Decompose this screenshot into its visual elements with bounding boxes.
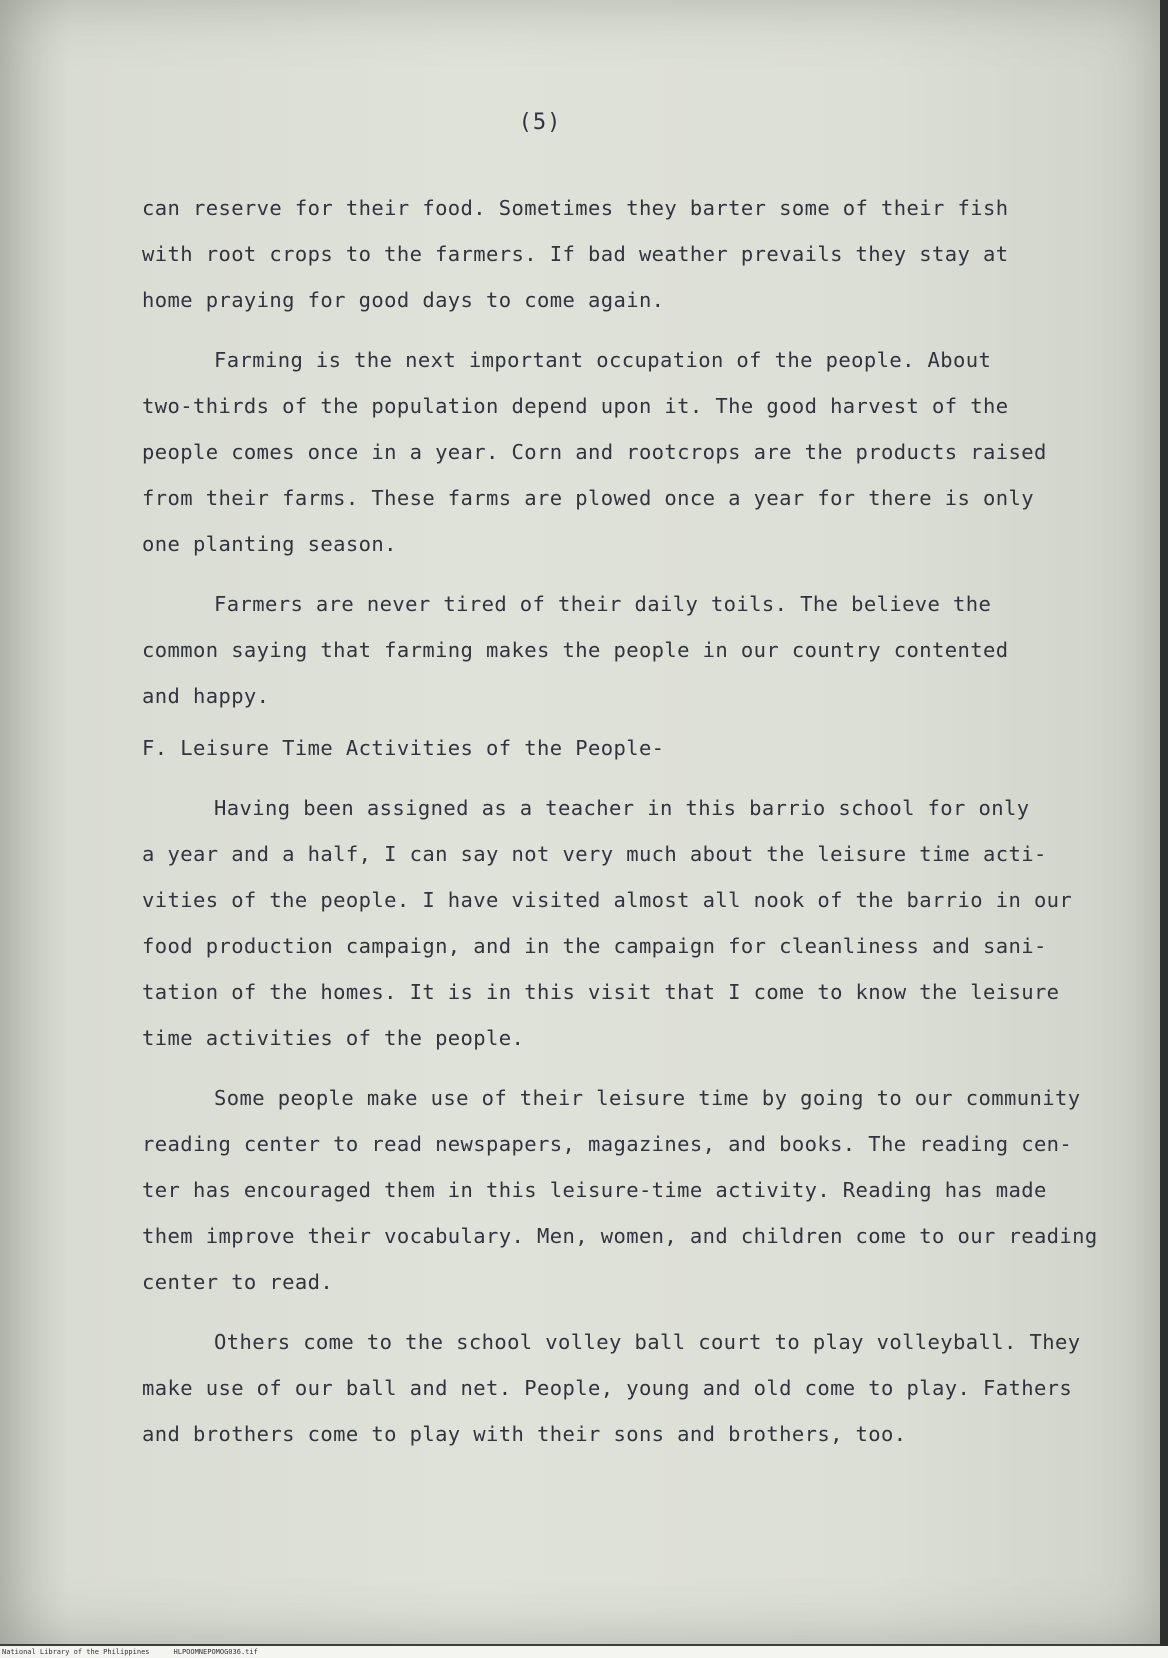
paragraph-5 <box>142 1075 1122 1305</box>
text-line: people comes once in a year. Corn and rootcrops are the products raised <box>142 440 1047 464</box>
text-line: vities of the people. I have visited almost all nook of the barrio in our <box>142 888 1073 912</box>
text-line: make use of our ball and net. People, young and old come to play. Fathers <box>142 1376 1073 1400</box>
text-line: from their farms. These farms are plowed once a year for there is only <box>142 486 1034 510</box>
text-line: center to read. <box>142 1270 334 1294</box>
text-line: tation of the homes. It is in this visit that I come to know the leisure <box>142 980 1060 1004</box>
text-line: can reserve for their food. Sometimes they barter some of their fish <box>142 196 1009 220</box>
text-line: food production campaign, and in the campaign for cleanliness and sani- <box>142 934 1047 958</box>
text-line: them improve their vocabulary. Men, women, and children come to our reading <box>142 1224 1098 1248</box>
text-line: Having been assigned as a teacher in this barrio school for only <box>214 796 1030 820</box>
paragraph-4 <box>142 785 1122 1061</box>
text-line: reading center to read newspapers, magazines, and books. The reading cen- <box>142 1132 1073 1156</box>
text-line: common saying that farming makes the people in our country contented <box>142 638 1009 662</box>
text-line: two-thirds of the population depend upon it. The good harvest of the <box>142 394 1009 418</box>
paragraph-2 <box>142 337 1122 567</box>
text-line: Farming is the next important occupation of the people. About <box>214 348 992 372</box>
page-number: (5) <box>518 110 562 135</box>
text-line: and happy. <box>142 684 270 708</box>
text-line: one planting season. <box>142 532 397 556</box>
text-line: Others come to the school volley ball court to play volleyball. They <box>214 1330 1081 1354</box>
text-line: Farmers are never tired of their daily toils. The believe the <box>214 592 992 616</box>
paragraph-3 <box>142 581 1122 719</box>
text-line: Some people make use of their leisure time by going to our community <box>214 1086 1081 1110</box>
document-body <box>142 185 1122 1457</box>
footer-library: National Library of the Philippines <box>2 1648 150 1656</box>
paragraph-1 <box>142 185 1122 323</box>
text-line: home praying for good days to come again. <box>142 288 665 312</box>
text-line: with root crops to the farmers. If bad weather prevails they stay at <box>142 242 1009 266</box>
footer-file: HLPOOMNEPOMOG036.tif <box>173 1648 258 1656</box>
scan-footer <box>0 1646 1168 1658</box>
text-line: ter has encouraged them in this leisure-time activity. Reading has made <box>142 1178 1047 1202</box>
text-line: time activities of the people. <box>142 1026 525 1050</box>
paragraph-6 <box>142 1319 1122 1457</box>
section-heading: F. Leisure Time Activities of the People- <box>142 736 665 760</box>
scan-edge <box>1160 0 1168 1646</box>
text-line: a year and a half, I can say not very much about the leisure time acti- <box>142 842 1047 866</box>
text-line: and brothers come to play with their sons and brothers, too. <box>142 1422 907 1446</box>
